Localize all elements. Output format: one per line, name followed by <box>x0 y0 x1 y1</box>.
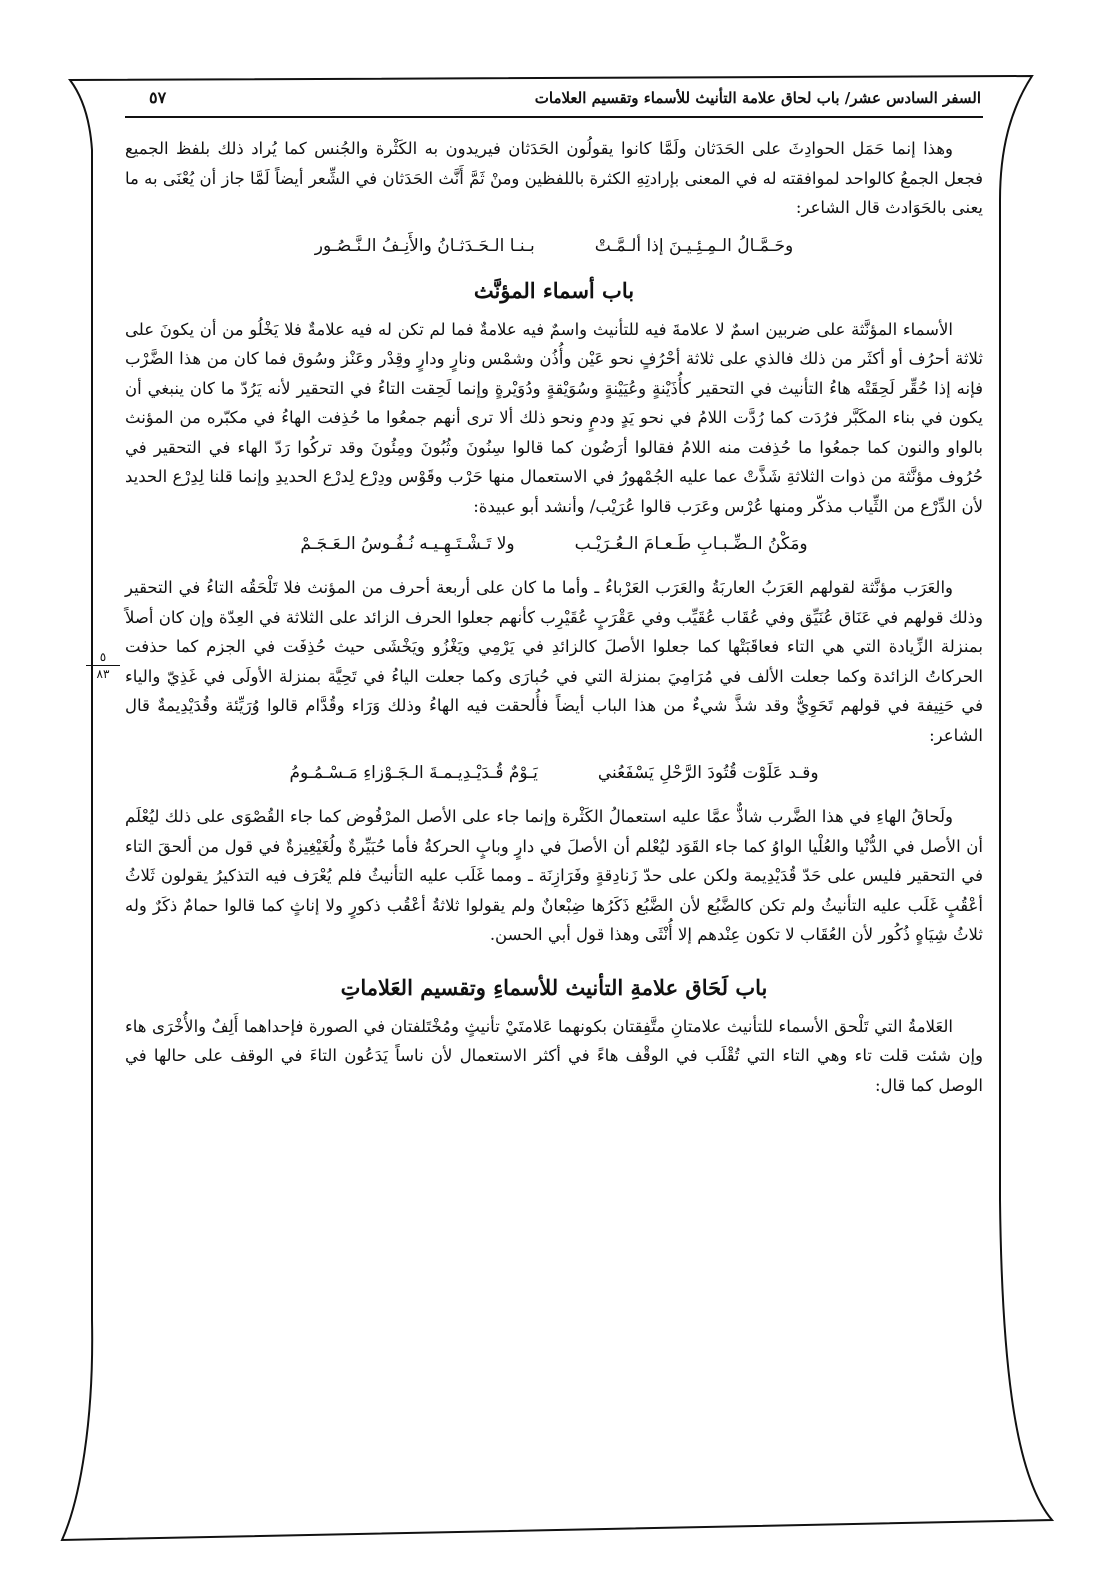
verse-3-first-hemistich: وقـد عَلَوْت قُتُودَ الرَّحْلِ يَسْفَعُني <box>597 763 819 783</box>
page-number: ٥٧ <box>149 88 167 107</box>
verse-2-second-hemistich: ولا تَـشْـتَـهِـيـه نُـفُـوسُ الـعَـجَـمْ <box>300 534 515 554</box>
paragraph-4: ولَحاقُ الهاءِ في هذا الضَّرب شاذٌّ عمَّا عليه استعمالُ الكَثْرة وإنما جاء على الأصل المرْفُوض كما جاء القُصْوَى على ذلك ليُعْلَم أن الأصل في الدُّنْيا والعُلْيا الواوُ كما جاء القَوَد ليُعْلم أن الأصلَ في دارٍ وبابٍ الحركةُ فأما حُبَيِّرةٌ ولُغَيْغِيزةٌ في قول من ألحقَ التاء في التحقير فليس على حَدّ قُدَيْدِيمة ولكن على حدّ زَنادِقةٍ وفَرَازِنَة ـ ومما غَلَب عليه التأنيثُ فلم يُعْرَف فيه التذكيرُ يقولون ثَلاثُ أعْقُبٍ غَلَب عليه التأنيثُ ولم تكن كالضَّبُع لأن الضَّبُع ذَكَرُها ضِبْعانٌ ولم يقولوا ثلاثةُ أعْقُب ذكورٍ ولا إناثٍ كما قالوا حمامٌ ذكَرٌ وله ثلاثُ شِيَاهٍ ذُكُور لأن العُقَاب لا تكون عِنْدهم إلا أُنْثَى وهذا قول أبي الحسن. <box>125 807 983 944</box>
verse-3-second-hemistich: يَـوْمٌ قُـدَيْـدِيـمـةَ الـجَـوْزاءِ مَـسْـمُـومُ <box>289 763 538 783</box>
paragraph-2: الأسماء المؤنَّثة على ضربين اسمٌ لا علامةَ فيه للتأنيث واسمٌ فيه علامةٌ فما لم تكن له فيه علامةٌ فلا يَخْلُو من أن يكونَ على ثلاثة أحرُف أو أكثَر من ذلك فالذي على ثلاثة أحْرُفٍ نحو عَيْن وأُذُن وشمْس ونارٍ ودارٍ وقِدْر وعَنْز وسُوق فما كان من هذا الضَّرْب فإنه إذا حُقِّر لَحِقَتْه هاءُ التأنيث في التحقير كأُذَيْنةٍ وعُيَيْنةٍ وسُوَيْقةٍ ودُوَيْرةٍ وإنما لَحِقت التاءُ في التحقير لأنه يَرُدّ ما كان ينبغي أن يكون في بناء المكَبَّر فرُدَت كما رُدَّت اللامُ في نحو يَدٍ ودمٍ ونحو ذلك ألا ترى أنهم جمعُوا ما حُذِفت الهاءُ في مكبّره من المؤنث بالواو والنون كما جمعُوا ما حُذِفت منه اللامُ فقالوا أرَضُون كما قالوا سِنُونَ وثُبُونَ ومِئُونَ وقد تركُوا رَدّ الهاء في التحقير في حُرُوف مؤنَّثة من ذوات الثلاثةِ شَذَّتْ عما عليه الجُمْهورُ في الاستعمال منها حَرْب وقَوْس ودِرْع لِدرْع الحديدِ وإنما قلنا لِدِرْع الحديد لأن الدِّرْع من الثِّياب مذكّر ومنها عُرْس وعَرَب قالوا عُرَيْب/ وأنشد أبو عبيدة: <box>125 319 983 516</box>
margin-ref-top: ٥ <box>86 650 120 666</box>
margin-page-reference <box>86 650 120 681</box>
verse-1-first-hemistich: وحَـمَّـالُ الـمِـئِـيـنَ إذا ألـمَّـتْ <box>594 235 794 256</box>
running-title: السفر السادس عشر/ باب لحاق علامة التأنيث للأسماء وتقسيم العلامات <box>534 89 981 107</box>
verse-1 <box>125 231 983 261</box>
verse-2-first-hemistich: ومَكْنُ الـضِّـبـابِ طَـعـامَ الـعُـرَيْـب <box>574 534 808 554</box>
paragraph-1: وهذا إنما حَمَل الحوادِثَ على الحَدَثان ولَمَّا كانوا يقولُون الحَدَثان فيريدون به الكَثْرة والجُنس كما يُراد ذلك بلفظ الجميع فجعل الجمعُ كالواحد لموافقته له في المعنى بإرادتِهِ الكثرة باللفظين ومنْ ثَمَّ أَنَّث الحَدَثان في الشِّعر أيضاً لَمَّا جاز أن يُعْنَى به ما يعنى بالحَوَادث قال الشاعر: <box>125 139 983 217</box>
margin-ref-bottom: ٨٣ <box>96 667 110 681</box>
section-heading-feminine-marker: باب لَحَاق علامةِ التأنيث للأسماءِ وتقسيم العَلاماتِ <box>340 974 768 1000</box>
section-heading-feminine-nouns: باب أسماء المؤنَّث <box>473 277 635 303</box>
paragraph-3: والعَرَب مؤنَّثة لقولهم العَرَبُ العاربَةُ والعَرَب العَرْباءُ ـ وأما ما كان على أربعة أحرف من المؤنث فلا تَلْحَقُه التاءُ في التحقير وذلك قولهم في عَنَاق عُنَيِّق وفي عُقَاب عُقَيِّب وفي عَقْرَبٍ عُقَيْرِب كأنهم جعلوا الحرف الزائد على الثلاثة في العِدّة وإن كان أصلاً بمنزلة الزِّيادة التي هي التاء فعاقَبَتْها كما جعلوا الأصلَ كالزائدِ في يَرْمِي ويَغْزُو ويَخْشَى حيث حُذِفَت في الجزم كما حذفت الحركاتُ الزائدة وكما جعلت الألف في مُرَامِيَ بمنزلة التي في حُبارَى وكما جعلت الياءُ في تَحِيَّة بمنزلة الأولَى في غَذِيّ والياء في حَنِيفة في قولهم تَحَوِيٌّ وقد شذَّ شيءٌ من هذا الباب أيضاً فأُلحقت فيه الهاءُ وذلك وَرَاء وقُدَّام قالوا وُرَيِّئة وقُدَيْدِيمةٌ قال الشاعر: <box>125 578 983 745</box>
running-header <box>125 86 983 118</box>
page-content <box>125 86 983 1100</box>
verse-2 <box>125 529 983 559</box>
paragraph-5: العَلامةُ التي تَلْحق الأسماء للتأنيث علامتانِ متَّفِقتان بكونهما عَلامتَيْ تأنيثٍ ومُخْتَلفتان في الصورة فإحداهما أَلِفٌ والأُخْرَى هاء وإن شئت قلت تاء وهي التاء التي تُقْلَب في الوقْف هاءً في أكثر الاستعمال لأن ناساً يَدَعُون التاءَ في الوقف على حالها في الوصل كما قال: <box>125 1016 983 1095</box>
verse-1-second-hemistich: بـنـا الـحَـدَثـانُ والأَنِـفُ الـنَّـصُـور <box>314 235 535 256</box>
verse-3 <box>125 758 983 788</box>
